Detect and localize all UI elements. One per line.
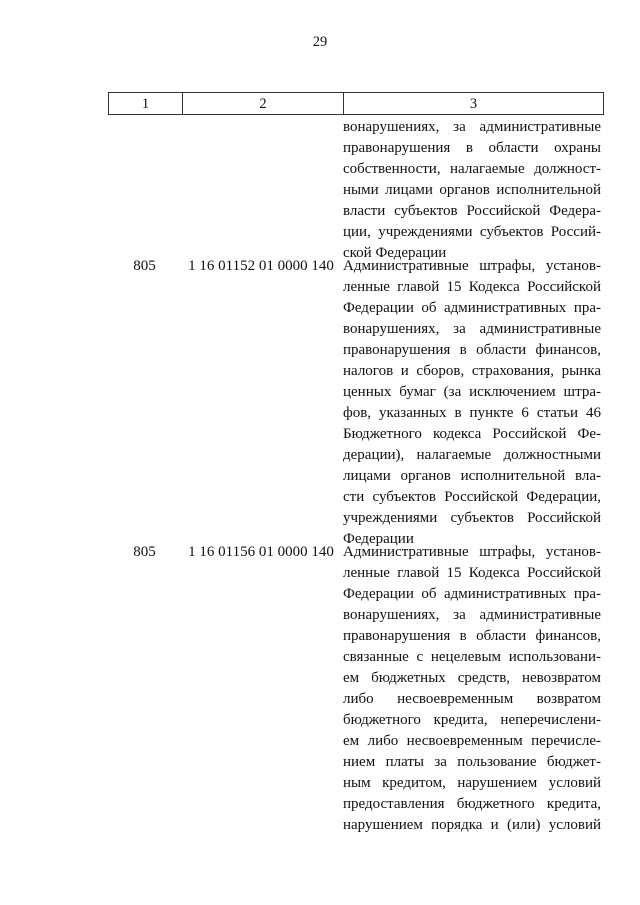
header-row — [109, 93, 604, 115]
description-line: ными лицами органов исполнительной — [343, 182, 601, 198]
description-line: Административные штрафы, установ- — [343, 544, 601, 560]
description-cell — [341, 254, 601, 550]
description-line: фов, указанных в пункте 6 статьи 46 — [343, 405, 601, 421]
description-line: вонарушениях, за административные — [343, 321, 601, 337]
kbk-cell: 1 16 01156 01 0000 140 — [188, 544, 334, 560]
description-line: налогов и сборов, страхования, рынка — [343, 363, 601, 379]
admin-code-cell — [108, 115, 181, 117]
description-line: вонарушениях, за административные — [343, 119, 601, 135]
description-line: связанные с нецелевым использовани- — [343, 649, 601, 665]
description-line: власти субъектов Российской Федера- — [343, 203, 601, 219]
description-line: предоставления бюджетного кредита, — [343, 796, 601, 812]
description-line: либо несвоевременным возвратом — [343, 691, 601, 707]
description-line: дерации), налагаемые должностными — [343, 447, 601, 463]
description-line: Бюджетного кодекса Российской Фе- — [343, 426, 601, 442]
description-line: правонарушения в области охраны — [343, 140, 601, 156]
kbk-cell: 1 16 01152 01 0000 140 — [188, 258, 334, 274]
table-body — [108, 115, 602, 840]
description-cell — [341, 540, 601, 836]
description-cell — [341, 115, 601, 264]
description-line: бюджетного кредита, неперечислени- — [343, 712, 601, 728]
admin-code-cell: 805 — [133, 258, 156, 274]
description-line: ции, учреждениями субъектов Россий- — [343, 224, 601, 240]
page-number: 29 — [312, 34, 328, 50]
description-line: лицами органов исполнительной вла- — [343, 468, 601, 484]
description-line: ем бюджетных средств, невозвратом — [343, 670, 601, 686]
description-line: Федерации об административных пра- — [343, 586, 601, 602]
description-line: ленные главой 15 Кодекса Российской — [343, 565, 601, 581]
description-line: ем либо несвоевременным перечисле- — [343, 733, 601, 749]
description-line: вонарушениях, за административные — [343, 607, 601, 623]
description-line: ным кредитом, нарушением условий — [343, 775, 601, 791]
description-line: ленные главой 15 Кодекса Российской — [343, 279, 601, 295]
description-line: ценных бумаг (за исключением штра- — [343, 384, 601, 400]
description-line: Федерации об административных пра- — [343, 300, 601, 316]
description-line: правонарушения в области финансов, — [343, 342, 601, 358]
description-line: Федерации — [343, 531, 414, 547]
column-header-1: 1 — [109, 93, 183, 115]
column-header-3: 3 — [344, 93, 604, 115]
description-line: учреждениями субъектов Российской — [343, 510, 601, 526]
description-line: правонарушения в области финансов, — [343, 628, 601, 644]
table-row — [108, 540, 602, 840]
description-line: нарушением порядка и (или) условий — [343, 817, 601, 833]
column-header-2: 2 — [183, 93, 344, 115]
table-row-continuation — [108, 115, 602, 261]
description-line: собственности, налагаемые должност- — [343, 161, 601, 177]
table-header — [108, 92, 604, 115]
description-line: ской Федерации — [343, 245, 447, 261]
description-line: Административные штрафы, установ- — [343, 258, 601, 274]
admin-code-cell: 805 — [133, 544, 156, 560]
kbk-cell — [181, 115, 341, 117]
description-line: сти субъектов Российской Федерации, — [343, 489, 601, 505]
description-line: нием платы за пользование бюджет- — [343, 754, 601, 770]
table-row — [108, 254, 602, 547]
